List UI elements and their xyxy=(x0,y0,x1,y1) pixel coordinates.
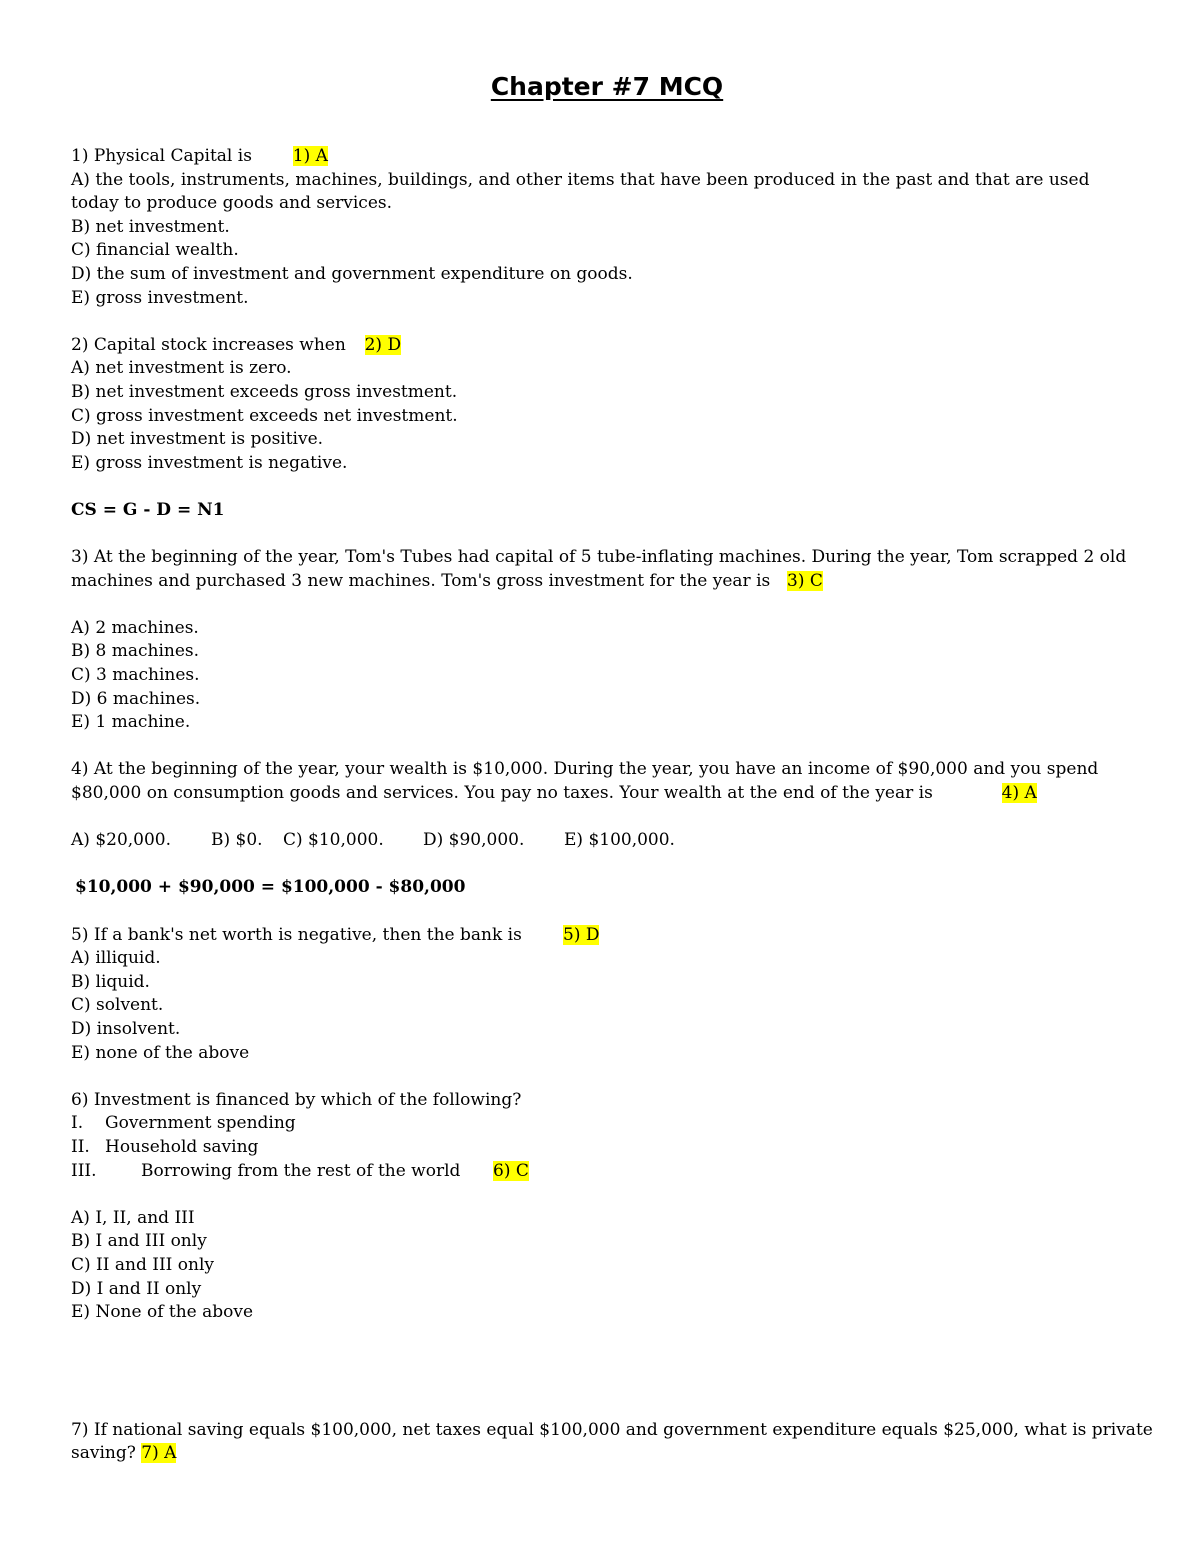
page-title: Chapter #7 MCQ xyxy=(490,72,724,101)
option-b: B) I and III only xyxy=(71,1231,207,1252)
option-a: A) the tools, instruments, machines, buildings, and other items that have been produced in the past and that are used today to produce goods and services. xyxy=(71,169,1090,214)
option-d: D) 6 machines. xyxy=(71,688,201,709)
option-c: C) II and III only xyxy=(71,1254,215,1275)
option-c: C) financial wealth. xyxy=(71,240,239,261)
option-c: C) $10,000. xyxy=(283,830,384,851)
question-2 xyxy=(71,334,1131,523)
answer-highlight: 4) A xyxy=(1001,783,1037,804)
option-d: D) insolvent. xyxy=(71,1018,181,1039)
answer-highlight: 2) D xyxy=(364,334,402,355)
option-d: D) the sum of investment and government expenditure on goods. xyxy=(71,263,633,284)
option-a: A) net investment is zero. xyxy=(71,358,292,379)
roman-item-3: III. Borrowing from the rest of the world 6) C xyxy=(71,1160,529,1181)
answer-highlight: 3) C xyxy=(787,570,823,591)
option-b: B) net investment. xyxy=(71,216,230,237)
question-stem: 6) Investment is financed by which of the following? xyxy=(71,1089,522,1110)
option-c: C) 3 machines. xyxy=(71,665,200,686)
question-stem-line-2: $80,000 on consumption goods and services. You pay no taxes. Your wealth at the end of the year is xyxy=(71,783,933,804)
answer-highlight: 1) A xyxy=(292,146,328,166)
option-a: A) I, II, and III xyxy=(71,1207,195,1228)
option-b: B) $0. xyxy=(211,830,263,851)
option-d: D) I and II only xyxy=(71,1278,202,1299)
option-c: C) solvent. xyxy=(71,995,164,1016)
option-a: A) illiquid. xyxy=(71,948,161,969)
option-d: D) $90,000. xyxy=(423,830,525,851)
option-b: B) liquid. xyxy=(71,971,150,992)
calculation-note: $10,000 + $90,000 = $100,000 - $80,000 xyxy=(75,877,466,898)
question-stem-line-1: 7) If national saving equals $100,000, net taxes equal $100,000 and government expenditure equals $25,000, what is private xyxy=(71,1419,1153,1440)
option-e: E) none of the above xyxy=(71,1042,250,1063)
question-stem-line-1: 4) At the beginning of the year, your wealth is $10,000. During the year, you have an income of $90,000 and you spend xyxy=(71,759,1099,780)
document-page xyxy=(71,72,1153,1466)
option-d: D) net investment is positive. xyxy=(71,429,324,450)
question-stem-line-2: machines and purchased 3 new machines. Tom's gross investment for the year is xyxy=(71,570,771,591)
question-stem-line-2: saving? xyxy=(71,1443,136,1464)
question-stem: 1) Physical Capital is xyxy=(71,146,252,166)
roman-item-1: I. Government spending xyxy=(71,1113,296,1134)
option-e: E) $100,000. xyxy=(564,830,675,851)
formula-note: CS = G - D = N1 xyxy=(71,499,225,520)
question-1 xyxy=(71,145,1131,310)
roman-item-2: II. Household saving xyxy=(71,1136,259,1157)
question-5 xyxy=(71,924,1131,1066)
question-stem: 2) Capital stock increases when xyxy=(71,334,346,355)
option-e: E) 1 machine. xyxy=(71,712,191,733)
question-4 xyxy=(71,758,1131,900)
option-b: B) net investment exceeds gross investment. xyxy=(71,381,458,402)
question-3 xyxy=(71,546,1131,735)
option-e: E) gross investment. xyxy=(71,287,249,308)
question-stem-line-1: 3) At the beginning of the year, Tom's Tubes had capital of 5 tube-inflating machines. During the year, Tom scrapped 2 old xyxy=(71,547,1127,568)
answer-highlight: 6) C xyxy=(493,1160,529,1181)
question-stem: 5) If a bank's net worth is negative, then the bank is xyxy=(71,924,522,945)
question-6 xyxy=(71,1089,1131,1325)
answer-highlight: 5) D xyxy=(563,924,600,945)
answer-highlight: 7) A xyxy=(141,1443,177,1464)
option-e: E) gross investment is negative. xyxy=(71,452,348,473)
option-a: A) 2 machines. xyxy=(71,617,199,638)
option-a: A) $20,000. xyxy=(71,830,172,851)
option-e: E) None of the above xyxy=(71,1302,254,1323)
option-b: B) 8 machines. xyxy=(71,641,200,662)
option-c: C) gross investment exceeds net investment. xyxy=(71,405,458,426)
question-7 xyxy=(71,1419,1153,1466)
